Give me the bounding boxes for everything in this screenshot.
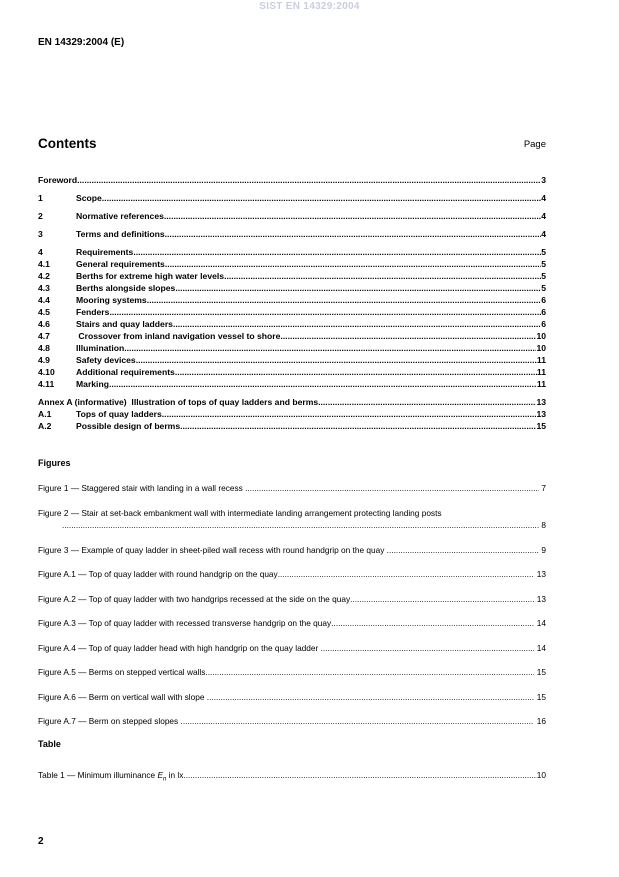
toc-entry-number: 2: [38, 211, 43, 221]
leader-dots: [162, 408, 537, 420]
toc-entry-number: 4.9: [38, 355, 50, 365]
spacer: [38, 654, 546, 667]
figure-entry[interactable]: [38, 482, 546, 494]
toc-entry-label: Annex A (informative) Illustration of tops of quay ladders and berms: [38, 397, 319, 407]
figure-entry[interactable]: [38, 544, 546, 556]
toc-entry[interactable]: [38, 174, 546, 186]
figure-entry-label: Figure 3 — Example of quay ladder in sheet-piled wall recess with round handgrip on the quay: [38, 544, 387, 555]
table-entry-label: Table 1 — Minimum illuminance $E_n$ in lx: [38, 770, 184, 783]
toc-entry[interactable]: [38, 342, 546, 354]
toc-entry-label: Foreword: [38, 175, 78, 185]
toc-entry-page: 3: [541, 175, 546, 185]
toc-entry-page: 11: [536, 379, 546, 389]
toc-entry[interactable]: [38, 396, 546, 408]
leader-dots: [183, 769, 536, 781]
toc-entry-page: 13: [536, 397, 546, 407]
figure-entry-label: Figure A.2 — Top of quay ladder with two handgrips recessed at the side on the quay: [38, 593, 351, 604]
toc-entry-number: 4.4: [38, 295, 50, 305]
leader-dots: [102, 192, 541, 204]
toc-entry-page: 4: [541, 193, 546, 203]
toc-entry-page: 6: [541, 295, 546, 305]
spacer: [38, 703, 546, 716]
figure-entry-page: 8: [539, 519, 546, 530]
toc-entry-label: Fenders: [76, 307, 110, 317]
page-column-label: Page: [523, 139, 546, 150]
spacer: [38, 605, 546, 618]
leader-dots: [164, 210, 541, 222]
figure-entry-label: Figure A.5 — Berms on stepped vertical walls: [38, 667, 206, 677]
toc-entry-label: Tops of quay ladders: [76, 409, 162, 419]
figure-entry[interactable]: [38, 715, 546, 727]
toc-entry-label: General requirements: [76, 259, 165, 269]
figure-entry-page: 15: [534, 691, 546, 702]
figure-entry-page: 7: [539, 483, 546, 493]
toc-entry-number: 4: [38, 247, 43, 257]
toc-entry-label: Berths for extreme high water levels: [76, 271, 225, 281]
leader-dots: [181, 715, 535, 727]
figure-entry-page: 14: [534, 618, 546, 628]
figure-entry-label: Figure A.7 — Berm on stepped slopes: [38, 716, 181, 726]
leader-dots: [207, 691, 535, 703]
spacer: [38, 580, 546, 593]
table-entry[interactable]: [38, 769, 546, 781]
toc-entry-number: 4.6: [38, 319, 50, 329]
spacer: [38, 494, 546, 507]
table-heading: Table: [38, 739, 61, 749]
toc-entry[interactable]: [38, 420, 546, 432]
toc-entry-page: 6: [541, 307, 546, 317]
toc-entry-page: 4: [541, 229, 546, 239]
figure-entry-label: Figure 1 — Staggered stair with landing in a wall recess: [38, 483, 246, 493]
toc-entry[interactable]: [38, 210, 546, 222]
leader-dots: [175, 366, 537, 378]
leader-dots: [109, 378, 537, 390]
leader-dots: [124, 342, 536, 354]
figure-entry-page: 13: [534, 569, 546, 579]
spacer: [38, 535, 546, 544]
toc-entry-number: 4.8: [38, 343, 50, 353]
figures-list: [38, 482, 546, 740]
spacer: [38, 629, 546, 642]
tables-list: [38, 769, 546, 781]
figure-entry[interactable]: [38, 507, 546, 535]
toc-entry[interactable]: [38, 318, 546, 330]
toc-entry-label: Possible design of berms: [76, 421, 181, 431]
toc-entry[interactable]: [38, 294, 546, 306]
toc-entry[interactable]: [38, 366, 546, 378]
leader-dots: [175, 282, 541, 294]
toc-entry-label: Safety devices: [76, 355, 136, 365]
toc-entry-label: Terms and definitions: [76, 229, 165, 239]
spacer: [38, 727, 546, 740]
figure-entry-label: Figure A.6 — Berm on vertical wall with slope: [38, 691, 207, 702]
toc-entry-number: 1: [38, 193, 43, 203]
figure-entry-label: Figure 2 — Stair at set-back embankment wall with intermediate landing arrangement protecting landing posts: [38, 507, 442, 518]
contents-title: Contents: [38, 136, 97, 151]
toc-entry-number: A.2: [38, 421, 52, 431]
leader-dots: [133, 246, 541, 258]
leader-dots: [318, 396, 536, 408]
leader-dots: [173, 318, 541, 330]
toc-entry-number: 4.3: [38, 283, 50, 293]
figure-entry[interactable]: [38, 568, 546, 580]
toc-entry-label: Crossover from inland navigation vessel to shore: [76, 331, 281, 341]
toc-entry[interactable]: [38, 378, 546, 390]
toc-entry-label: Marking: [76, 379, 109, 389]
figure-entry-page: 16: [534, 716, 546, 726]
figure-entry[interactable]: [38, 617, 546, 629]
toc-entry-page: 13: [536, 409, 546, 419]
watermark: SIST EN 14329:2004: [259, 1, 360, 12]
toc-entry-number: 4.5: [38, 307, 50, 317]
leader-dots: [331, 617, 534, 629]
toc-entry-number: 3: [38, 229, 43, 239]
figure-entry[interactable]: [38, 642, 546, 654]
toc-entry-number: 4.1: [38, 259, 50, 269]
toc-entry-label: Stairs and quay ladders: [76, 319, 173, 329]
figure-entry-page: 15: [534, 667, 546, 677]
leader-dots: [224, 270, 541, 282]
figure-entry[interactable]: [38, 691, 546, 703]
toc-entry-label: Additional requirements: [76, 367, 175, 377]
leader-dots: [278, 568, 535, 580]
toc-entry[interactable]: [38, 228, 546, 240]
toc-entry-page: 4: [541, 211, 546, 221]
leader-dots: [245, 482, 539, 494]
toc-entry-label: Mooring systems: [76, 295, 147, 305]
toc-entry[interactable]: [38, 408, 546, 420]
toc-entry-page: 10: [536, 331, 546, 341]
figures-heading: Figures: [38, 458, 71, 468]
toc-entry-page: 5: [541, 247, 546, 257]
toc-entry-label: Requirements: [76, 247, 134, 257]
leader-dots: [321, 642, 535, 654]
toc-entry[interactable]: [38, 246, 546, 258]
toc-entry-page: 11: [536, 355, 546, 365]
toc-entry[interactable]: [38, 192, 546, 204]
leader-dots: [147, 294, 542, 306]
leader-dots: [77, 174, 541, 186]
leader-dots: [280, 330, 536, 342]
page-number: 2: [38, 836, 44, 847]
toc-entry[interactable]: [38, 258, 546, 270]
leader-dots: [165, 228, 542, 240]
figure-entry-page: 9: [539, 544, 546, 555]
toc-entry-number: 4.11: [38, 379, 55, 389]
leader-dots: [62, 519, 539, 531]
toc-entry-page: 5: [541, 259, 546, 269]
toc-entry[interactable]: [38, 330, 546, 342]
toc-entry[interactable]: [38, 306, 546, 318]
spacer: [38, 556, 546, 569]
figure-entry-label: Figure A.4 — Top of quay ladder head with high handgrip on the quay ladder: [38, 642, 321, 653]
toc-entry-page: 5: [541, 271, 546, 281]
figure-entry-page: 14: [534, 642, 546, 653]
toc-entry-label: Berths alongside slopes: [76, 283, 176, 293]
toc-entry-number: 4.7: [38, 331, 50, 341]
leader-dots: [387, 544, 539, 556]
toc-entry[interactable]: [38, 282, 546, 294]
toc-entry-number: 4.2: [38, 271, 50, 281]
figure-entry[interactable]: [38, 666, 546, 678]
table-entry-page: 10: [536, 770, 546, 780]
leader-dots: [109, 306, 541, 318]
leader-dots: [350, 593, 534, 605]
leader-dots: [165, 258, 541, 270]
toc-entry-number: A.1: [38, 409, 52, 419]
leader-dots: [205, 666, 534, 678]
document-id: EN 14329:2004 (E): [38, 37, 125, 48]
toc-entry-label: Scope: [76, 193, 102, 203]
toc-entry-page: 10: [536, 343, 546, 353]
toc-entry-label: Illumination: [76, 343, 125, 353]
toc-entry-number: 4.10: [38, 367, 55, 377]
toc-entry-page: 15: [536, 421, 546, 431]
spacer: [38, 678, 546, 691]
toc-entry-page: 5: [541, 283, 546, 293]
table-of-contents: [38, 174, 546, 432]
toc-entry-page: 6: [541, 319, 546, 329]
figure-entry-page: 13: [534, 593, 546, 604]
leader-dots: [180, 420, 536, 432]
toc-entry[interactable]: [38, 354, 546, 366]
figure-entry-label: Figure A.1 — Top of quay ladder with round handgrip on the quay: [38, 569, 278, 579]
leader-dots: [136, 354, 537, 366]
figure-entry-label: Figure A.3 — Top of quay ladder with recessed transverse handgrip on the quay: [38, 618, 332, 628]
figure-entry[interactable]: [38, 593, 546, 605]
toc-entry[interactable]: [38, 270, 546, 282]
toc-entry-label: Normative references: [76, 211, 164, 221]
toc-entry-page: 11: [536, 367, 546, 377]
